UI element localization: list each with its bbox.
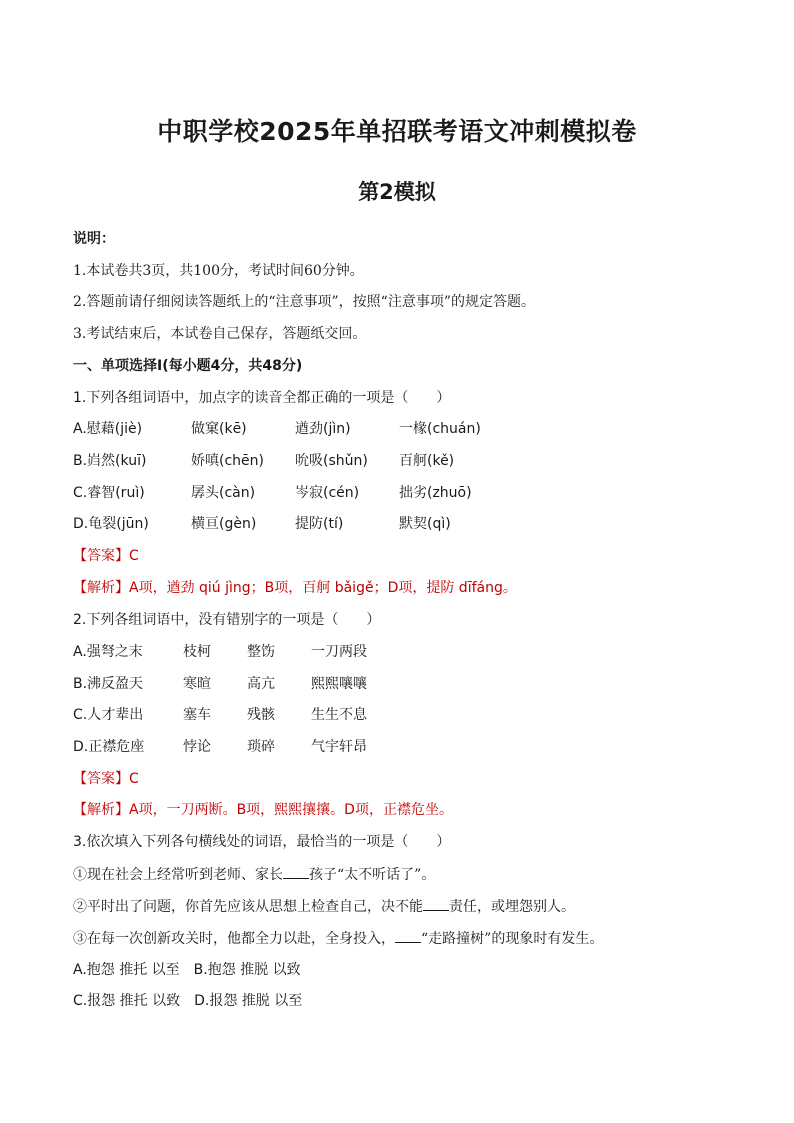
analysis-label: 【解析】: [73, 580, 129, 596]
instructions-heading: 说明：: [73, 231, 115, 247]
answer-value: C: [129, 771, 139, 787]
q1-d-word-2: 横亘(gèn): [191, 516, 257, 532]
question-1-stem: 1.下列各组词语中，加点字的读音全都正确的一项是（ ）: [73, 390, 451, 406]
fill-blank: [423, 896, 449, 911]
q1-a-word-1: A.慰藉(jiè): [73, 421, 143, 437]
q3-choices-cd: C.报怨 推托 以致 D.报怨 推脱 以至: [73, 993, 303, 1009]
q1-c-word-3: 岑寂(cén): [295, 485, 360, 501]
q2-d-word-3: 琐碎: [247, 739, 275, 755]
q2-answer: [73, 769, 139, 789]
q1-d-word-1: D.龟裂(jūn): [73, 516, 149, 532]
q1-a-word-3: 遒劲(jìn): [295, 421, 351, 437]
sentence-text-after: 责任，或埋怨别人。: [449, 899, 575, 915]
q1-b-word-2: 娇嗔(chēn): [191, 453, 264, 469]
q1-answer: [73, 546, 139, 566]
question-3-stem: 3.依次填入下列各句横线处的词语，最恰当的一项是（ ）: [73, 834, 451, 850]
q2-c-word-4: 生生不息: [311, 707, 367, 723]
q1-c-word-4: 拙劣(zhuō): [399, 485, 472, 501]
q2-a-word-3: 整饬: [247, 644, 275, 660]
q2-b-word-1: B.沸反盈天: [73, 676, 144, 692]
fill-blank: [283, 864, 309, 879]
fill-blank: [395, 928, 421, 943]
q1-d-word-4: 默契(qì): [399, 516, 451, 532]
q2-a-word-1: A.强弩之末: [73, 644, 143, 660]
q2-b-word-4: 熙熙嚷嚷: [311, 676, 367, 692]
answer-value: C: [129, 548, 139, 564]
q3-sentence-2: [73, 896, 575, 917]
instruction-item-3: 3.考试结束后，本试卷自己保存，答题纸交回。: [73, 326, 367, 342]
q3-sentence-3: [73, 928, 603, 949]
q2-d-word-1: D.正襟危座: [73, 739, 145, 755]
exam-subtitle: 第2模拟: [358, 180, 436, 204]
q2-c-word-1: C.人才辈出: [73, 707, 144, 723]
answer-label: 【答案】: [73, 548, 129, 564]
sentence-text-after: “走路撞树”的现象时有发生。: [421, 931, 604, 947]
q1-a-word-2: 做窠(kē): [191, 421, 247, 437]
q2-b-word-3: 高亢: [247, 676, 275, 692]
sentence-text-after: 孩子“太不听话了”。: [309, 867, 436, 883]
instruction-item-1: 1.本试卷共3页，共100分，考试时间60分钟。: [73, 263, 364, 279]
q3-choices-ab: A.抱怨 推托 以至 B.抱怨 推脱 以致: [73, 962, 301, 978]
sentence-text-before: ①现在社会上经常听到老师、家长: [73, 867, 283, 883]
q1-c-word-1: C.睿智(ruì): [73, 485, 145, 501]
sentence-text-before: ③在每一次创新攻关时，他都全力以赴，全身投入，: [73, 931, 395, 947]
sentence-text-before: ②平时出了问题，你首先应该从思想上检查自己，决不能: [73, 899, 423, 915]
answer-label: 【答案】: [73, 771, 129, 787]
analysis-label: 【解析】: [73, 802, 129, 818]
q1-analysis: [73, 578, 517, 598]
exam-title: 中职学校2025年单招联考语文冲刺模拟卷: [157, 117, 637, 146]
q1-b-word-1: B.岿然(kuī): [73, 453, 147, 469]
q1-b-word-3: 吮吸(shǔn): [295, 453, 368, 469]
section-heading: 一、单项选择Ⅰ(每小题4分，共48分): [73, 358, 303, 374]
q1-b-word-4: 百舸(kě): [399, 453, 455, 469]
instruction-item-2: 2.答题前请仔细阅读答题纸上的“注意事项”，按照“注意事项”的规定答题。: [73, 294, 535, 310]
q1-a-word-4: 一椽(chuán): [399, 421, 481, 437]
q2-d-word-2: 悖论: [183, 739, 211, 755]
q2-c-word-2: 塞车: [183, 707, 211, 723]
analysis-text: A项，遒劲 qiú jìng；B项，百舸 bǎigě；D项，提防 dīfáng。: [129, 580, 517, 596]
q1-c-word-2: 孱头(càn): [191, 485, 256, 501]
q2-b-word-2: 寒暄: [183, 676, 211, 692]
q2-a-word-2: 枝柯: [183, 644, 211, 660]
q2-analysis: [73, 800, 453, 820]
question-2-stem: 2.下列各组词语中，没有错别字的一项是（ ）: [73, 612, 381, 628]
analysis-text: A项，一刀两断。B项，熙熙攘攘。D项，正襟危坐。: [129, 802, 453, 818]
q2-a-word-4: 一刀两段: [311, 644, 367, 660]
q2-c-word-3: 残骸: [247, 707, 275, 723]
q3-sentence-1: [73, 864, 435, 885]
q1-d-word-3: 提防(tí): [295, 516, 344, 532]
q2-d-word-4: 气宇轩昂: [311, 739, 367, 755]
